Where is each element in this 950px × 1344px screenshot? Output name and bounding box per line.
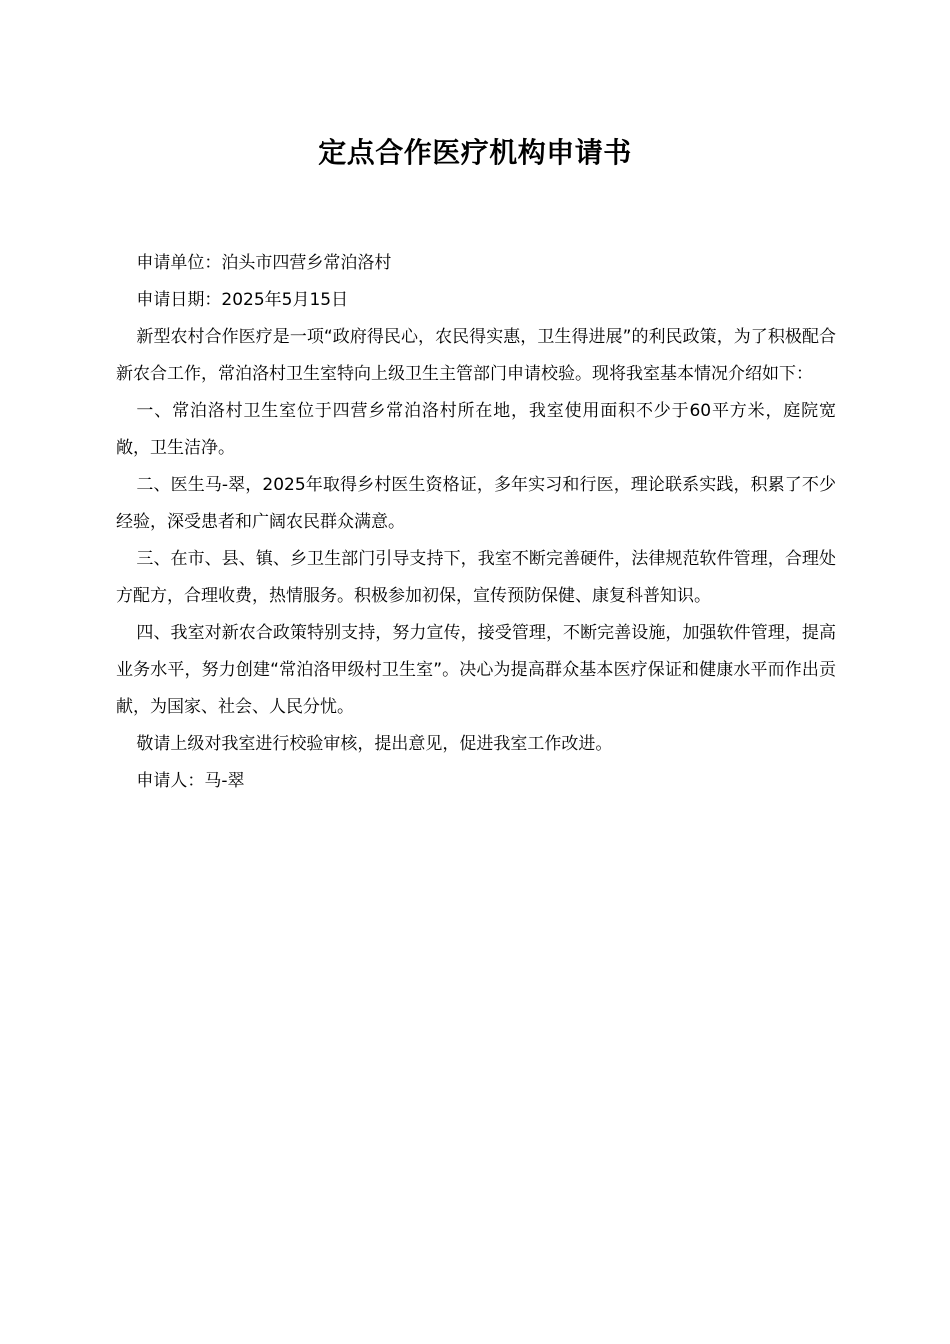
applicant-unit: 申请单位：泊头市四营乡常泊洛村 — [136, 253, 392, 273]
item-3-paragraph: 三、在市、县、镇、乡卫生部门引导支持下，我室不断完善硬件，法律规范软件管理，合理处方配方，合理收费，热情服务。积极参加初保，宣传预防保健、康复科普知识。 — [116, 549, 836, 606]
item-1-paragraph: 一、常泊洛村卫生室位于四营乡常泊洛村所在地，我室使用面积不少于60平方米，庭院宽敞，卫生洁净。 — [116, 401, 836, 458]
application-date: 申请日期：2025年5月15日 — [136, 290, 349, 310]
document-title: 定点合作医疗机构申请书 — [318, 136, 632, 169]
item-4-paragraph: 四、我室对新农合政策特别支持，努力宣传，接受管理，不断完善设施，加强软件管理，提高业务水平，努力创建“常泊洛甲级村卫生室”。决心为提高群众基本医疗保证和健康水平而作出贡献，为国家、社会、人民分忧。 — [116, 623, 836, 717]
item-2-paragraph: 二、医生马-翠，2025年取得乡村医生资格证，多年实习和行医，理论联系实践，积累了不少经验，深受患者和广阔农民群众满意。 — [116, 475, 836, 532]
intro-paragraph: 新型农村合作医疗是一项“政府得民心，农民得实惠，卫生得进展”的利民政策，为了积极配合新农合工作，常泊洛村卫生室特向上级卫生主管部门申请校验。现将我室基本情况介绍如下： — [116, 327, 836, 384]
document-body — [116, 245, 836, 800]
closing-paragraph: 敬请上级对我室进行校验审核，提出意见，促进我室工作改进。 — [136, 734, 613, 754]
applicant-signature-line: 申请人：马-翠 — [136, 771, 245, 791]
